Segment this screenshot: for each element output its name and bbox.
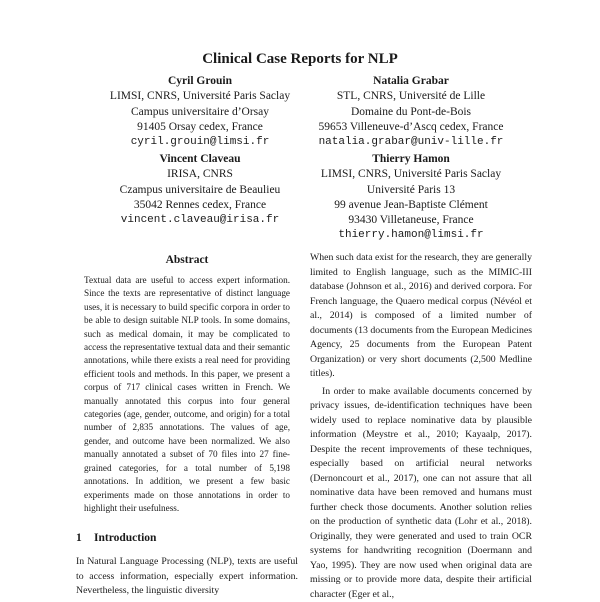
author-affiliation-line: LIMSI, CNRS, Université Paris Saclay xyxy=(75,89,325,104)
author-name: Vincent Claveau xyxy=(75,152,325,167)
introduction-body xyxy=(76,555,298,599)
author-email: natalia.grabar@univ-lille.fr xyxy=(286,135,536,150)
author-affiliation-line: Czampus universitaire de Beaulieu xyxy=(75,183,325,198)
author-name: Cyril Grouin xyxy=(75,74,325,89)
author-affiliation-line: STL, CNRS, Université de Lille xyxy=(286,89,536,104)
body-paragraph: When such data exist for the research, they are generally limited to English language, such as the MIMIC-III database (Johnson et al., 2016) and derived corpora. For French language, the Quaero medical corpus (Névéol et al., 2014) is composed of a limited number of documents (13 documents from the European Medicines Agency, 25 documents from the European Patent Organization) or very short documents (2,500 Medline titles). xyxy=(310,251,532,382)
introduction-heading xyxy=(76,531,298,546)
author-affiliation-line: 35042 Rennes cedex, France xyxy=(75,198,325,213)
author-affiliation-line: 93430 Villetaneuse, France xyxy=(286,213,536,228)
author-affiliation-line: Domaine du Pont-de-Bois xyxy=(286,105,536,120)
author-block-hamon xyxy=(286,152,536,244)
author-email: cyril.grouin@limsi.fr xyxy=(75,135,325,150)
right-column xyxy=(310,251,532,602)
introduction-text: In Natural Language Processing (NLP), texts are useful to access information, especially expert information. Nevertheless, the linguistic diversity xyxy=(76,555,298,599)
author-affiliation-line: 99 avenue Jean-Baptiste Clément xyxy=(286,198,536,213)
author-affiliation-line: Université Paris 13 xyxy=(286,183,536,198)
author-affiliation-line: LIMSI, CNRS, Université Paris Saclay xyxy=(286,167,536,182)
body-paragraph: In order to make available documents concerned by privacy issues, de-identification techniques have been widely used to replace nominative data by plausible information (Meystre et al., 2010; Kayaalp, 2017). Despite the recent improvements of these techniques, especially based on artificial neural networks (Dernoncourt et al., 2017), one can not assure that all nominative data have been removed and humans must further check those documents. Another solution relies on the production of synthetic data (Lohr et al., 2018). Originally, they were generated and used to train OCR systems for handwriting recognition (Doermann and Yao, 1995). They are now used when original data are missing or to provide more data, despite their artificial character (Eger et al., xyxy=(310,385,532,602)
author-email: thierry.hamon@limsi.fr xyxy=(286,228,536,243)
author-affiliation-line: 59653 Villeneuve-d’Ascq cedex, France xyxy=(286,120,536,135)
section-title: Introduction xyxy=(94,532,156,544)
author-email: vincent.claveau@irisa.fr xyxy=(75,213,325,228)
author-affiliation-line: Campus universitaire d’Orsay xyxy=(75,105,325,120)
section-number: 1 xyxy=(76,531,94,546)
paper-title: Clinical Case Reports for NLP xyxy=(0,50,600,68)
left-column xyxy=(76,253,298,552)
author-name: Natalia Grabar xyxy=(286,74,536,89)
author-block-grabar xyxy=(286,74,536,150)
author-affiliation-line: 91405 Orsay cedex, France xyxy=(75,120,325,135)
author-affiliation-line: IRISA, CNRS xyxy=(75,167,325,182)
abstract-heading: Abstract xyxy=(76,253,298,268)
abstract-text: Textual data are useful to access expert information. Since the texts are representative of distinct language uses, it is necessary to build specific corpora in order to be able to design suitable NLP tools. In some domains, such as medical domain, it may be complicated to access the representative textual data and their semantic annotations, while there exists a real need for providing efficient tools and methods. In this paper, we present a corpus of 717 clinical cases written in French. We manually annotated this corpus into four general categories (age, gender, outcome, and origin) for a total number of 2,835 annotations. The values of age, gender, and outcome have been normalized. We also manually annotated a subset of 70 files into 27 fine-grained categories, for a total number of 5,198 annotations. In addition, we present a few basic experiments made on those annotations in order to highlight their usefulness. xyxy=(76,274,298,515)
author-name: Thierry Hamon xyxy=(286,152,536,167)
